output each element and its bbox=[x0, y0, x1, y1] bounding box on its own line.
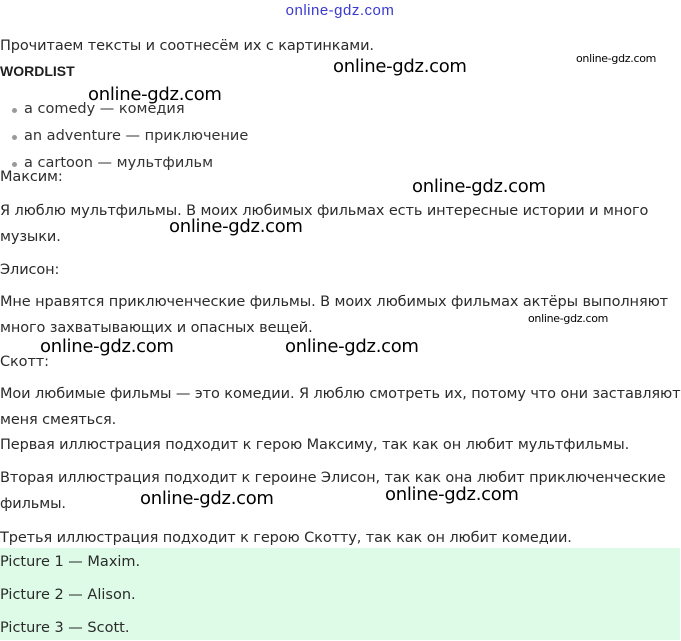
speaker-name-maxim: Максим: bbox=[0, 169, 63, 185]
bullet-icon bbox=[12, 135, 17, 140]
speaker-text: много захватывающих и опасных вещей. bbox=[0, 320, 313, 336]
answer-line: Picture 2 — Alison. bbox=[0, 587, 136, 603]
speaker-text: музыки. bbox=[0, 229, 61, 245]
watermark: online-gdz.com bbox=[40, 336, 174, 357]
wordlist-heading: WORDLIST bbox=[0, 63, 75, 79]
watermark: online-gdz.com bbox=[412, 176, 546, 197]
speaker-text: Мне нравятся приключенческие фильмы. В моих любимых фильмах актёры выполняют bbox=[0, 294, 669, 310]
watermark: online-gdz.com bbox=[285, 336, 419, 357]
speaker-text: меня смеяться. bbox=[0, 412, 117, 428]
site-header-logo[interactable]: online-gdz.com bbox=[285, 2, 395, 19]
explanation-text: Третья иллюстрация подходит к герою Скотту, так как он любит комедии. bbox=[0, 530, 572, 546]
explanation-text: фильмы. bbox=[0, 496, 66, 512]
intro-text: Прочитаем тексты и соотнесём их с картинками. bbox=[0, 38, 374, 54]
watermark: online-gdz.com bbox=[576, 52, 657, 65]
watermark: online-gdz.com bbox=[169, 216, 303, 237]
watermark: online-gdz.com bbox=[140, 488, 274, 509]
watermark: online-gdz.com bbox=[385, 484, 519, 505]
watermark: online-gdz.com bbox=[528, 312, 609, 325]
speaker-name-scott: Скотт: bbox=[0, 354, 49, 370]
answer-line: Picture 1 — Maxim. bbox=[0, 554, 141, 570]
wordlist-item: a comedy — комедия bbox=[0, 96, 300, 123]
bullet-icon bbox=[12, 108, 17, 113]
watermark: online-gdz.com bbox=[88, 84, 222, 105]
speaker-text: Мои любимые фильмы — это комедии. Я люблю смотреть их, потому что они заставляют bbox=[0, 386, 681, 402]
answer-line: Picture 3 — Scott. bbox=[0, 620, 130, 636]
speaker-text: Я люблю мультфильмы. В моих любимых фильмах есть интересные истории и много bbox=[0, 203, 649, 219]
speaker-name-alison: Элисон: bbox=[0, 262, 60, 278]
wordlist-item: a cartoon — мультфильм bbox=[0, 150, 300, 177]
explanation-text: Первая иллюстрация подходит к герою Максиму, так как он любит мультфильмы. bbox=[0, 437, 630, 453]
watermark: online-gdz.com bbox=[333, 56, 467, 77]
wordlist-item: an adventure — приключение bbox=[0, 123, 300, 150]
explanation-text: Вторая иллюстрация подходит к героине Элисон, так как она любит приключенческие bbox=[0, 470, 666, 486]
answer-box bbox=[0, 548, 680, 640]
